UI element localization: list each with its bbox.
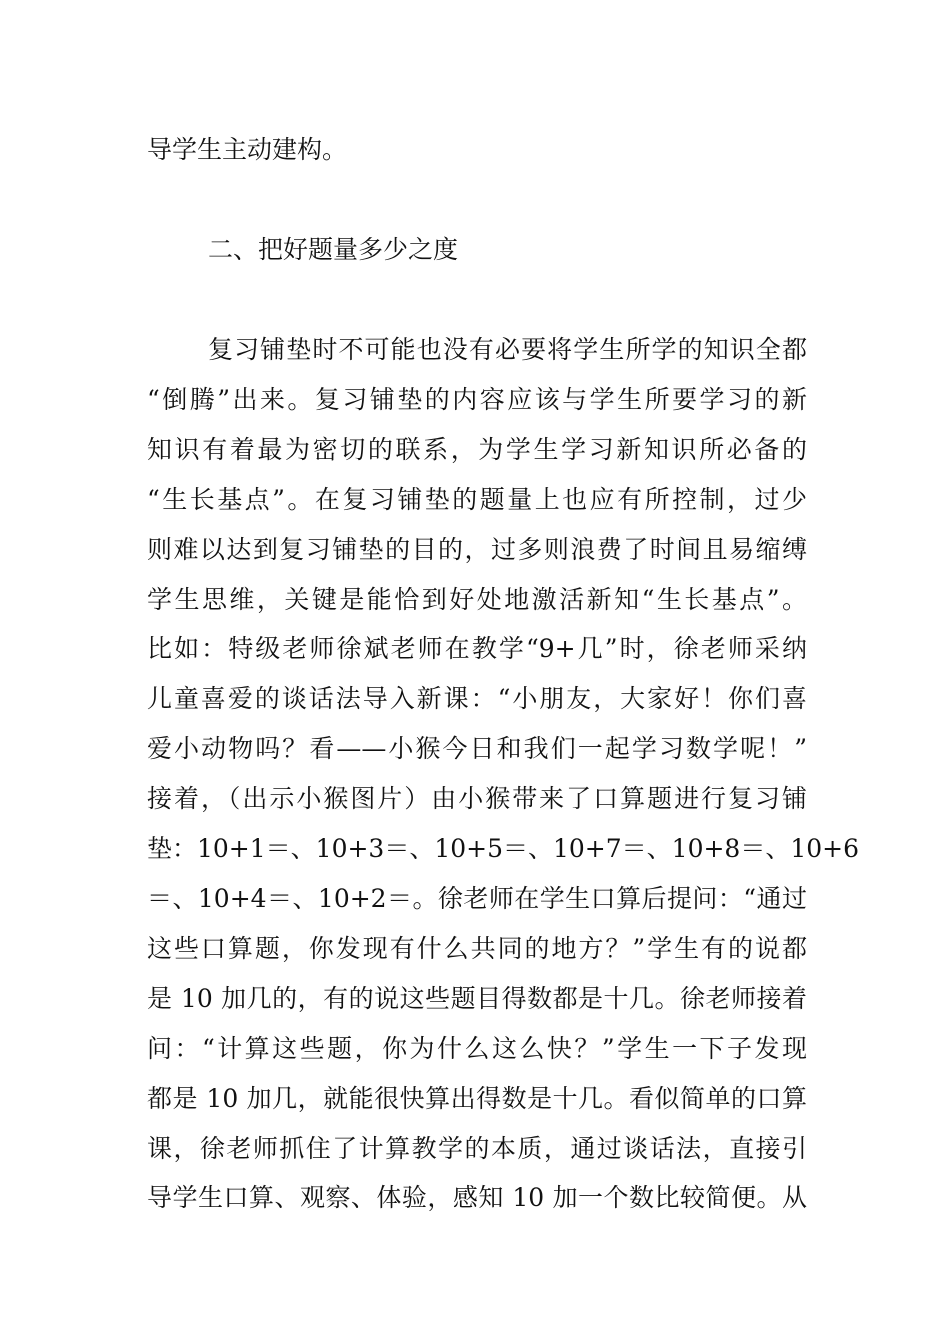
text-line: “生长基点”。在复习铺垫的题量上也应有所控制，过少 [147,485,807,514]
text-line: 复习铺垫时不可能也没有必要将学生所学的知识全都 [208,335,807,364]
text-line: 垫：10+1＝、10+3＝、10+5＝、10+7＝、10+8＝、10+6 [147,834,859,863]
text-line: 这些口算题，你发现有什么共同的地方？”学生有的说都 [147,934,807,963]
text-line: ＝、10+4＝、10+2＝。徐老师在学生口算后提问：“通过 [147,884,807,913]
text-line: 课，徐老师抓住了计算教学的本质，通过谈话法，直接引 [147,1134,807,1163]
paragraph-continuation: 导学生主动建构。 [147,135,348,164]
text-line: 比如：特级老师徐斌老师在教学“9+几”时，徐老师采纳 [147,634,807,663]
text-line: 儿童喜爱的谈话法导入新课：“小朋友，大家好！你们喜 [147,684,807,713]
text-line: 导学生口算、观察、体验，感知 10 加一个数比较简便。从 [147,1183,807,1212]
section-heading: 二、把好题量多少之度 [208,235,459,264]
text-line: 则难以达到复习铺垫的目的，过多则浪费了时间且易缩缚 [147,535,807,564]
text-line: 都是 10 加几，就能很快算出得数是十几。看似简单的口算 [147,1084,807,1113]
text-line: 爱小动物吗？看——小猴今日和我们一起学习数学呢！” [147,734,807,763]
text-line: 学生思维，关键是能恰到好处地激活新知“生长基点”。 [147,585,807,614]
text-line: 问：“计算这些题，你为什么这么快？”学生一下子发现 [147,1034,807,1063]
text-line: 是 10 加几的，有的说这些题目得数都是十几。徐老师接着 [147,984,807,1013]
text-line: 知识有着最为密切的联系，为学生学习新知识所必备的 [147,435,807,464]
text-line: “倒腾”出来。复习铺垫的内容应该与学生所要学习的新 [147,385,807,414]
text-line: 接着，（出示小猴图片）由小猴带来了口算题进行复习铺 [147,784,807,813]
